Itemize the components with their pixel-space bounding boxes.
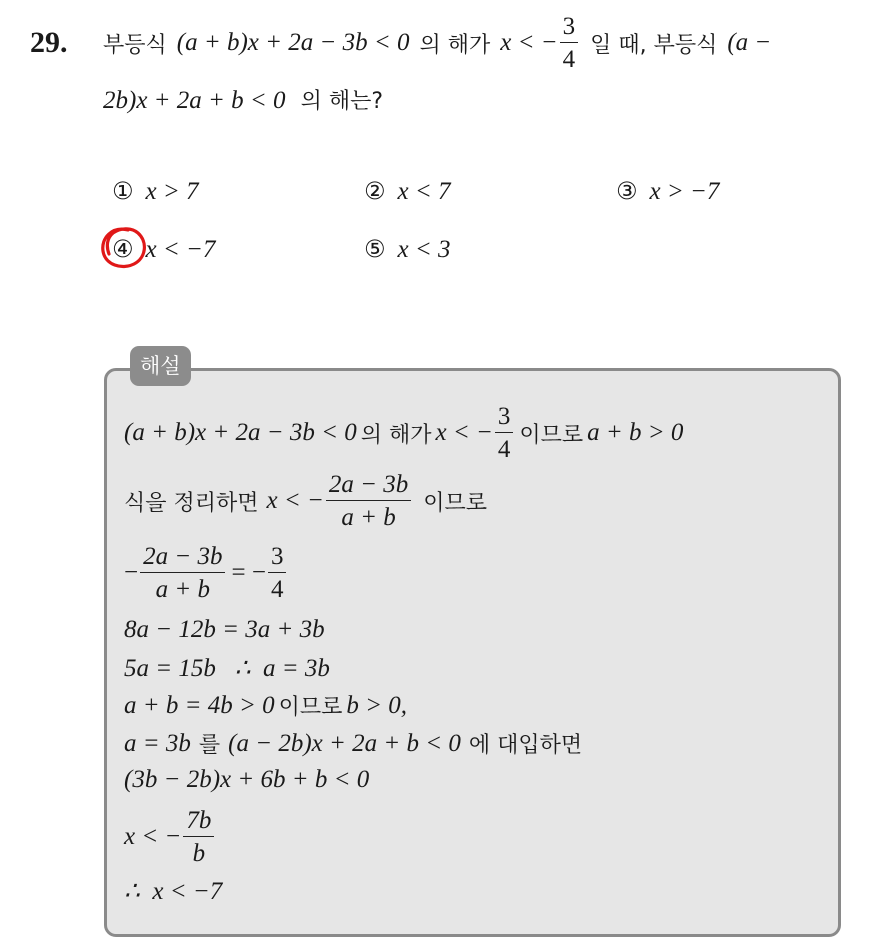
fraction-numerator: 3 [560, 14, 579, 43]
math-expression: 5a = 15b ∴ a = 3b [124, 655, 330, 682]
fraction [326, 472, 411, 530]
problem-text: 일 때, 부등식 [590, 32, 718, 58]
choice-number: ① [112, 177, 134, 205]
solution-line-6 [124, 690, 407, 721]
choice-expression: x > −7 [649, 178, 720, 205]
choice-3[interactable] [616, 176, 719, 206]
solution-line-7 [124, 728, 586, 759]
math-expression: (3b − 2b)x + 6b + b < 0 [124, 766, 370, 793]
math-expression: (a + b)x + 2a − 3b < 0 [124, 419, 357, 446]
choice-number: ⑤ [364, 235, 386, 263]
inequality-expression: (a + b)x + 2a − 3b < 0 [176, 29, 410, 56]
solution-text: 이므로 [278, 695, 343, 720]
fraction [268, 544, 287, 602]
fraction-denominator: 4 [497, 436, 511, 463]
choice-expression: x < 3 [397, 236, 451, 263]
problem-text: 부등식 [103, 32, 167, 58]
fraction-numerator: 2a − 3b [140, 544, 225, 573]
solution-text: 의 해가 [360, 422, 432, 448]
choice-expression: x < −7 [145, 236, 216, 263]
fraction-numerator: 3 [268, 544, 287, 573]
solution-text: 에 대입하면 [468, 733, 583, 758]
fraction-denominator: a + b [341, 504, 396, 531]
solution-line-1 [124, 404, 683, 462]
solution-line-9 [124, 808, 216, 866]
math-expression: a + b = 4b > 0 [124, 691, 275, 719]
fraction [560, 14, 579, 72]
problem-number: 29. [30, 26, 68, 59]
solution-line-2 [124, 472, 491, 530]
solution-text: 이므로 [519, 422, 584, 448]
solution-line-4 [124, 616, 325, 644]
fraction [140, 544, 225, 602]
answer-circle-mark [98, 224, 152, 272]
math-expression: (a − 2b)x + 2a + b < 0 [228, 729, 461, 757]
solution-line-10 [124, 876, 222, 906]
math-expression: 8a − 12b = 3a + 3b [124, 616, 325, 643]
fraction-numerator: 3 [495, 404, 514, 433]
fraction [495, 404, 514, 462]
math-expression: − [124, 559, 139, 586]
fraction-denominator: b [192, 840, 206, 867]
solution-line-8 [124, 766, 369, 794]
math-expression: b > 0, [346, 691, 408, 719]
fraction-denominator: 4 [270, 576, 284, 603]
choice-number: ④ [112, 235, 134, 263]
problem-text: 의 해가 [419, 32, 491, 58]
choice-number: ② [364, 177, 386, 205]
solution-condition: x < − [500, 29, 558, 56]
inequality-expression: 2b)x + 2a + b < 0 [103, 87, 286, 114]
problem-line-1 [103, 10, 771, 76]
fraction [183, 808, 214, 866]
fraction-numerator: 2a − 3b [326, 472, 411, 501]
math-expression: x < − [124, 823, 182, 850]
math-expression: = − [231, 559, 266, 586]
fraction-numerator: 7b [183, 808, 214, 837]
choice-1[interactable] [112, 176, 198, 206]
math-expression: a + b > 0 [587, 419, 684, 446]
math-expression: a = 3b [124, 729, 191, 757]
solution-line-3 [124, 544, 288, 602]
choice-expression: x < 7 [397, 178, 451, 205]
math-expression: x < − [266, 487, 324, 514]
choice-number: ③ [616, 177, 638, 205]
solution-text: 식을 정리하면 [124, 490, 259, 516]
inequality-expression: (a − [727, 29, 772, 56]
choice-5[interactable] [364, 234, 450, 264]
math-expression: x < − [435, 419, 493, 446]
solution-tab: 해설 [130, 346, 191, 386]
fraction-denominator: a + b [155, 576, 210, 603]
choice-expression: x > 7 [145, 178, 199, 205]
fraction-denominator: 4 [562, 46, 576, 73]
problem-line-2 [103, 84, 383, 115]
solution-text: 를 [198, 733, 221, 758]
choice-2[interactable] [364, 176, 450, 206]
solution-line-5 [124, 653, 330, 683]
problem-text: 의 해는? [300, 89, 384, 114]
solution-text: 이므로 [423, 490, 487, 516]
math-expression: ∴ x < −7 [124, 878, 223, 905]
